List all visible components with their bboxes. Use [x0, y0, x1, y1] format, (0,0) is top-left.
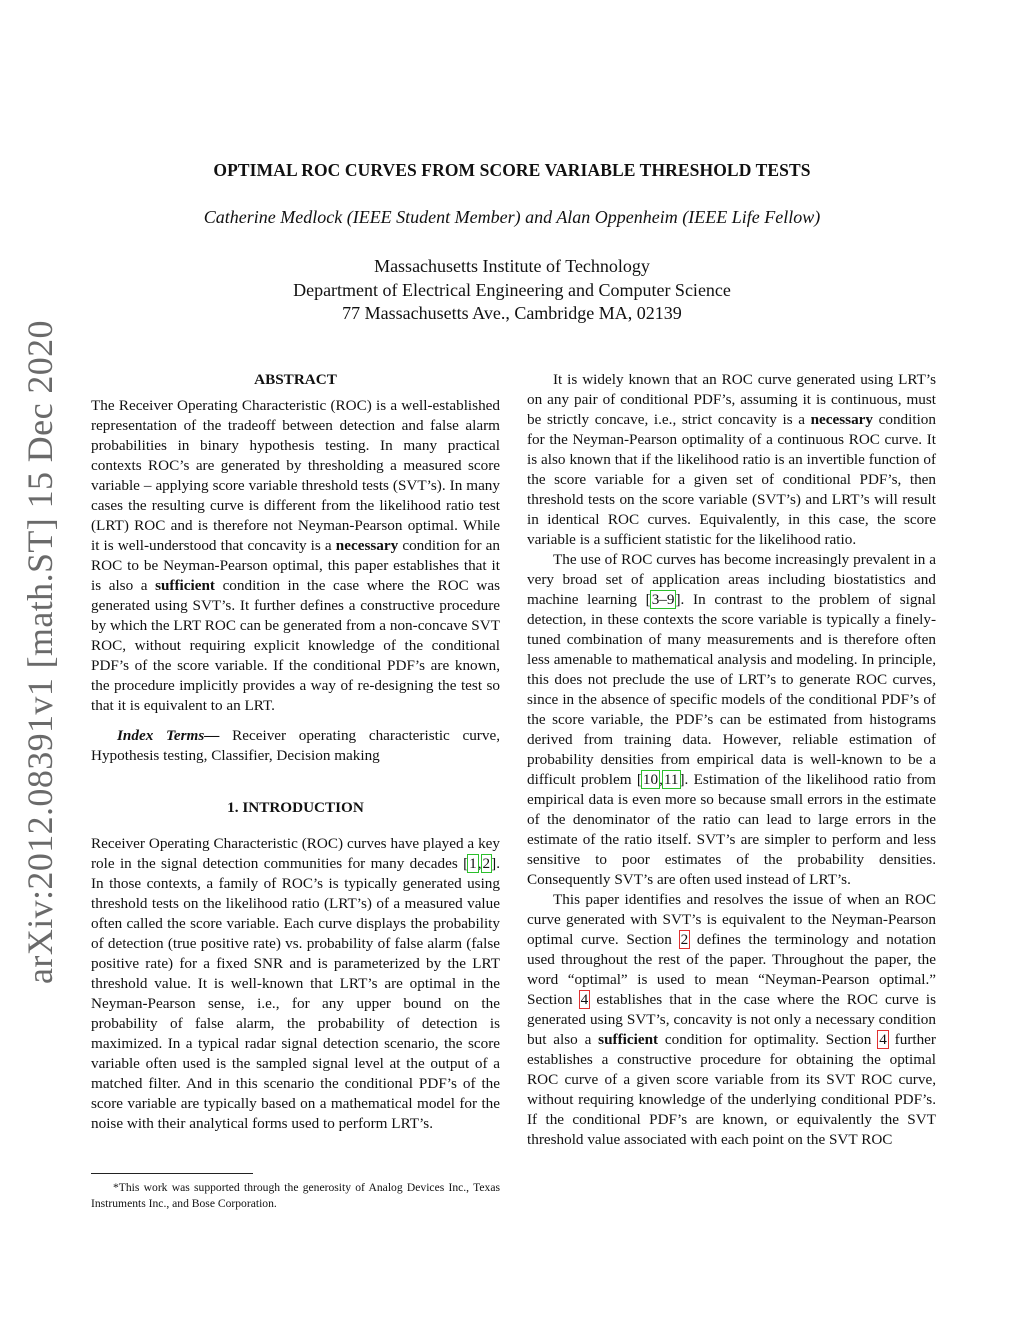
citation-1-link[interactable]: 1 — [469, 855, 477, 872]
section-4-link-2[interactable]: 4 — [879, 1031, 887, 1048]
right-paragraph-2 — [527, 550, 936, 890]
intro-part: Receiver Operating Characteristic (ROC) curves have played a key role in the signal detection communities for many decades [ — [91, 835, 500, 872]
right-part: The use of ROC curves has become increasingly prevalent in a very broad set of application areas including biostatistics and machine learning [ — [527, 551, 936, 608]
affiliation-address: 77 Massachusetts Ave., Cambridge MA, 02139 — [342, 303, 682, 323]
right-part: It is widely known that an ROC curve generated using LRT’s on any pair of conditional PDF’s, assuming it is continuous, must be strictly concave, i.e., strict concavity is a — [527, 371, 936, 428]
arxiv-sidebar — [16, 320, 64, 984]
right-bold-necessary: necessary — [810, 411, 874, 428]
index-terms — [91, 726, 500, 766]
affiliation-institution: Massachusetts Institute of Technology — [374, 256, 650, 276]
paper-title: OPTIMAL ROC CURVES FROM SCORE VARIABLE THRESHOLD TESTS — [213, 160, 811, 180]
right-part: further establishes a constructive procedure for obtaining the optimal ROC curve of a given score variable from its SVT ROC curve, without requiring knowledge of the underlying conditional PDF’s. If the conditional PDF’s are known, or equivalently the SVT threshold value associated with each point on the SVT ROC — [527, 1031, 936, 1148]
right-part: condition for the Neyman-Pearson optimality of a continuous ROC curve. It is also known that if the likelihood ratio is an invertible function of the score variable for a given set of conditional PDF’s, then threshold tests on the score variable (SVT’s) and LRT’s will result in identical ROC curves. Equivalently, in this case, the score variable is a sufficient statistic for the likelihood ratio. — [527, 411, 936, 548]
index-terms-label: Index Terms— — [117, 727, 220, 744]
intro-part: ]. In those contexts, a family of ROC’s is typically generated using threshold tests on the likelihood ratio (LRT’s) of a measured value often called the score variable. Each curve displays the probability of detection (true positive rate) vs. probability of false alarm (false positive rate) for a fixed SNR and is parameterized by the LRT threshold value. It is well-known that LRT’s are optimal in the Neyman-Pearson sense, i.e., for any upper bound on the probability of false alarm, the probability of detection is maximized. In a typical radar signal detection scenario, the score variable often used is the sampled signal level at the output of a matched filter. And in this scenario the conditional PDF’s of the score variable are typically based on a mathematical model for the noise with their analytical forms used to perform LRT’s. — [91, 855, 500, 1132]
right-part: ]. In contrast to the problem of signal detection, in these contexts the score variable is typically a finely-tuned combination of many measurements and is therefore often less amenable to mathematical analysis and modeling. In principle, this does not preclude the use of LRT’s to generate ROC curves, since in the absence of specific models of the conditional PDF’s of the score variable, the PDF’s can be estimated from histograms derived from training data. However, reliable estimation of probability densities from empirical data is well-known to be a difficult problem [ — [527, 591, 936, 788]
right-bold-sufficient: sufficient — [598, 1031, 659, 1048]
section-2-link[interactable]: 2 — [680, 931, 689, 948]
affiliation-block — [0, 255, 1024, 326]
left-column — [91, 370, 500, 1134]
abstract-part: condition in the case where the ROC was generated using SVT’s. It further defines a constructive procedure by which the LRT ROC can be generated from a non-concave SVT ROC, without requiring explicit knowledge of the conditional PDF’s of the score variable. If the conditional PDF’s are known, the procedure implicitly provides a way of re-designing the test so that it is equivalent to an LRT. — [91, 577, 500, 714]
abstract-heading: ABSTRACT — [254, 371, 337, 388]
intro-heading: 1. INTRODUCTION — [227, 799, 364, 816]
intro-part: , — [477, 855, 482, 872]
right-part: , — [659, 771, 663, 788]
citation-11-link[interactable]: 11 — [663, 771, 679, 788]
citation-3-9-link[interactable]: 3–9 — [651, 591, 675, 608]
footnote-rule — [91, 1173, 253, 1174]
right-part: defines the terminology and notation used throughout the rest of the paper. Throughout the paper, the word “optimal” is used to mean “Neyman-Pearson optimal.” Section — [527, 931, 937, 1008]
abstract-bold-necessary: necessary — [335, 537, 399, 554]
abstract-part: The Receiver Operating Characteristic (ROC) is a well-established representation of the tradeoff between detection and false alarm probabilities in binary hypothesis testing. In many practical contexts ROC’s are generated by thresholding a measured score variable – applying score variable threshold tests (SVT’s). In many cases the resulting curve is different from the likelihood ratio test (LRT) ROC and is therefore not Neyman-Pearson optimal. While it is well-understood that concavity is a — [91, 397, 500, 554]
index-terms-text: Receiver operating characteristic curve, Hypothesis testing, Classifier, Decision making — [91, 727, 500, 764]
abstract-part: condition for an ROC to be Neyman-Pearson optimal, this paper establishes that it is also a — [91, 537, 500, 594]
abstract-text — [91, 396, 500, 716]
affiliation-department: Department of Electrical Engineering and Computer Science — [293, 279, 731, 300]
right-part: establishes that in the case where the ROC curve is generated using SVT’s, concavity is not only a necessary condition but also a — [527, 991, 936, 1048]
right-part: condition for optimality. Section — [658, 1031, 879, 1048]
right-column — [527, 370, 936, 1150]
right-paragraph-1 — [527, 370, 936, 550]
footnote — [91, 1180, 500, 1212]
right-part: ]. Estimation of the likelihood ratio from empirical data is even more so because small errors in the estimate of the denominator of the ratio can lead to large errors in the estimate of the ratio itself. SVT’s are simpler to perform and less sensitive to poor estimates of the probability densities. Consequently SVT’s are often used instead of LRT’s. — [527, 771, 936, 888]
section-4-link[interactable]: 4 — [580, 991, 589, 1008]
citation-2-link[interactable]: 2 — [482, 855, 491, 872]
abstract-bold-sufficient: sufficient — [155, 577, 215, 594]
author-line: Catherine Medlock (IEEE Student Member) and Alan Oppenheim (IEEE Life Fellow) — [203, 207, 821, 227]
right-paragraph-3 — [527, 890, 936, 1150]
footnote-text: *This work was supported through the generosity of Analog Devices Inc., Texas Instruments Inc., and Bose Corporation. — [91, 1181, 500, 1210]
citation-10-link[interactable]: 10 — [642, 771, 659, 788]
intro-paragraph — [91, 834, 500, 1134]
right-part: This paper identifies and resolves the issue of when an ROC curve generated with SVT’s is equivalent to the Neyman-Pearson optimal curve. Section — [527, 891, 936, 948]
arxiv-identifier: arXiv:2012.08391v1 [math.ST] 15 Dec 2020 — [20, 320, 60, 984]
